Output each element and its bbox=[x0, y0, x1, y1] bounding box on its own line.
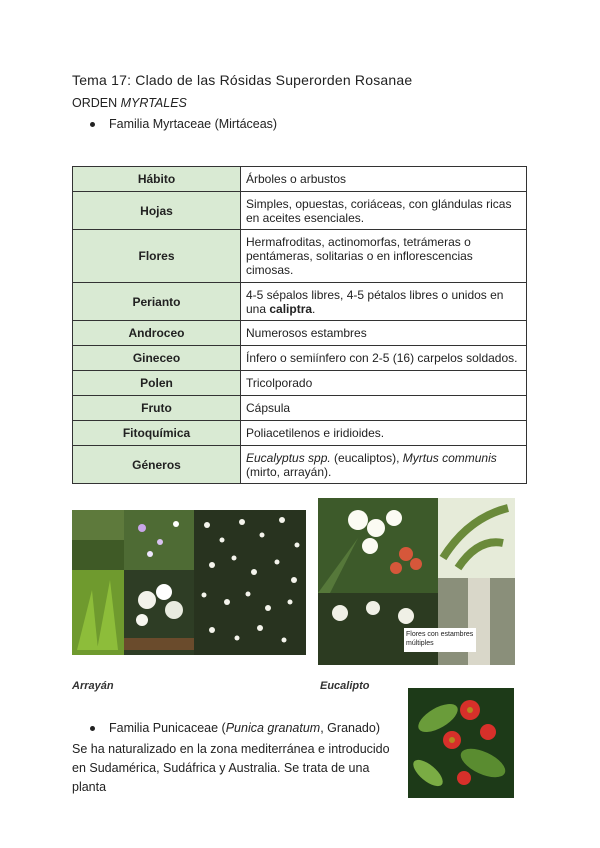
trait-key: Hojas bbox=[73, 192, 241, 230]
trait-key: Androceo bbox=[73, 321, 241, 346]
family-punicaceae-label bbox=[109, 721, 380, 735]
table-row bbox=[73, 346, 527, 371]
family-punicaceae-item bbox=[90, 721, 380, 735]
trait-key: Hábito bbox=[73, 167, 241, 192]
bullet-icon bbox=[90, 122, 95, 127]
eucalipto-photo-collage bbox=[318, 498, 515, 665]
table-row bbox=[73, 283, 527, 321]
traits-table bbox=[72, 166, 527, 484]
family-myrtaceae-label: Familia Myrtaceae (Mirtáceas) bbox=[109, 117, 278, 131]
perianto-end: . bbox=[312, 301, 316, 316]
order-prefix: ORDEN bbox=[72, 96, 118, 110]
trait-value: Ínfero o semiínfero con 2-5 (16) carpelos soldados. bbox=[241, 346, 527, 371]
trait-key: Géneros bbox=[73, 446, 241, 484]
order-heading bbox=[72, 96, 187, 110]
trait-key: Fitoquímica bbox=[73, 421, 241, 446]
genus-eucalyptus: Eucalyptus spp. bbox=[246, 450, 331, 465]
common-myrtus: (mirto, arrayán). bbox=[246, 464, 332, 479]
common-eucalyptus: (eucaliptos), bbox=[330, 450, 403, 465]
arrayan-collage-image bbox=[72, 510, 306, 655]
eucalipto-caption: Eucalipto bbox=[320, 680, 370, 692]
table-row bbox=[73, 321, 527, 346]
granado-photo bbox=[408, 688, 514, 798]
trait-value: Numerosos estambres bbox=[241, 321, 527, 346]
table-row bbox=[73, 396, 527, 421]
table-row bbox=[73, 421, 527, 446]
trait-value: Simples, opuestas, coriáceas, con glándulas ricas en aceites esenciales. bbox=[241, 192, 527, 230]
table-row bbox=[73, 230, 527, 283]
arrayan-caption: Arrayán bbox=[72, 680, 114, 692]
trait-key: Polen bbox=[73, 371, 241, 396]
trait-value: Cápsula bbox=[241, 396, 527, 421]
punica-description: Se ha naturalizado en la zona mediterránea e introducido en Sudamérica, Sudáfrica y Australia. Se trata de una planta bbox=[72, 742, 390, 794]
table-row bbox=[73, 167, 527, 192]
trait-key: Perianto bbox=[73, 283, 241, 321]
page-title: Tema 17: Clado de las Rósidas Superorden Rosanae bbox=[72, 72, 413, 88]
table-row bbox=[73, 371, 527, 396]
bullet-icon bbox=[90, 726, 95, 731]
table-row bbox=[73, 446, 527, 484]
family-punicaceae-pre: Familia Punicaceae ( bbox=[109, 721, 226, 735]
trait-value: Árboles o arbustos bbox=[241, 167, 527, 192]
eucalipto-photo-label: Flores con estambres múltiples bbox=[406, 631, 474, 647]
order-name: MYRTALES bbox=[120, 96, 187, 110]
trait-key: Fruto bbox=[73, 396, 241, 421]
perianto-text: 4-5 sépalos libres, 4-5 pétalos libres o unidos en una bbox=[246, 287, 504, 316]
granado-image bbox=[408, 688, 514, 798]
caliptra-term: caliptra bbox=[269, 301, 313, 316]
trait-value bbox=[241, 283, 527, 321]
trait-value: Poliacetilenos e iridioides. bbox=[241, 421, 527, 446]
table-row bbox=[73, 192, 527, 230]
punica-species: Punica granatum bbox=[225, 721, 321, 735]
trait-key: Flores bbox=[73, 230, 241, 283]
genus-myrtus: Myrtus communis bbox=[402, 450, 497, 465]
family-punicaceae-post: , Granado) bbox=[320, 721, 380, 735]
trait-value: Tricolporado bbox=[241, 371, 527, 396]
trait-key: Gineceo bbox=[73, 346, 241, 371]
trait-value bbox=[241, 446, 527, 484]
trait-value: Hermafroditas, actinomorfas, tetrámeras o pentámeras, solitarias o en inflorescencias cimosas. bbox=[241, 230, 527, 283]
family-myrtaceae-item bbox=[90, 117, 277, 131]
arrayan-photo-collage bbox=[72, 510, 306, 655]
